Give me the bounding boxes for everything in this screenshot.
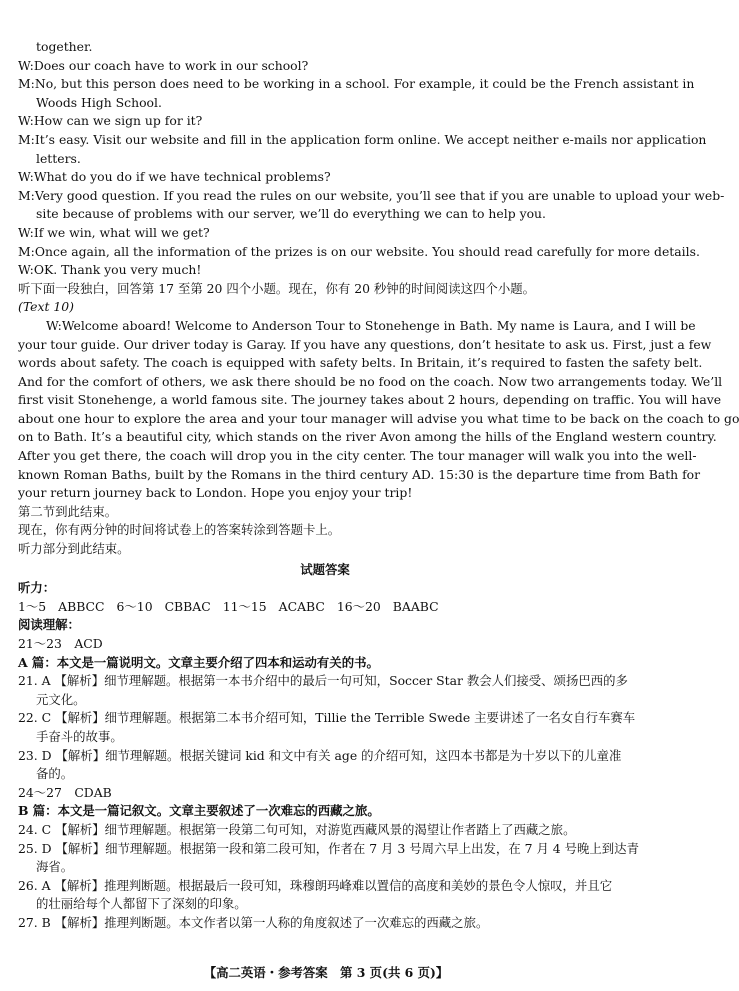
answer-21-cont: 元文化。 (36, 691, 86, 707)
text10-line: about one hour to explore the area and your tour manager will advise you what time to be back on the coach to go (18, 410, 739, 426)
answer-27: 27. B 【解析】推理判断题。本文作者以第一人称的角度叙述了一次难忘的西藏之旅。 (18, 914, 489, 930)
answer-26: 26. A 【解析】推理判断题。根据最后一段可知，珠穆朗玛峰难以置信的高度和美妙的景色令人惊叹，并且它 (18, 877, 613, 893)
answer-24: 24. C 【解析】细节理解题。根据第一段第二句可知，对游览西藏风景的渴望让作者踏上了西藏之旅。 (18, 821, 576, 837)
transcript-line: W:What do you do if we have technical problems? (18, 169, 331, 185)
closing-line: 现在，你有两分钟的时间将试卷上的答案转涂到答题卡上。 (18, 522, 341, 538)
reading-group: 24～27 CDAB (18, 784, 112, 800)
text10-line: first visit Stonehenge, a world famous site. The journey takes about 2 hours, depending on traffic. You will have (18, 392, 722, 408)
text10-line: known Roman Baths, built by the Romans in the third century AD. 15:30 is the departure time from Bath for (18, 466, 701, 482)
transcript-line: M:Very good question. If you read the rules on our website, you’ll see that if you are unable to upload your web- (18, 187, 725, 203)
passage-a-summary: A 篇：本文是一篇说明文。文章主要介绍了四本和运动有关的书。 (18, 654, 379, 670)
transcript-line: M:No, but this person does need to be working in a school. For example, it could be the French assistant in (18, 76, 695, 92)
answer-22-cont: 手奋斗的故事。 (36, 728, 123, 744)
text10-line: W:Welcome aboard! Welcome to Anderson Tour to Stonehenge in Bath. My name is Laura, and I will be (46, 317, 696, 333)
answer-25: 25. D 【解析】细节理解题。根据第一段和第二段可知，作者在 7 月 3 号周六早上出发，在 7 月 4 号晚上到达青 (18, 840, 639, 856)
transcript-line: W:Does our coach have to work in our school? (18, 57, 309, 73)
listening-answer: ABBCC (58, 598, 105, 614)
text10-line: words about safety. The coach is equipped with safety belts. In Britain, it’s required to fasten the safety belt. (18, 355, 703, 371)
closing-line: 第二节到此结束。 (18, 503, 118, 519)
answers-title: 试题答案 (300, 561, 350, 577)
text10-line: on to Bath. It’s a beautiful city, which stands on the river Avon among the hills of the England western country. (18, 429, 717, 445)
reading-label: 阅读理解： (18, 617, 80, 633)
transcript-line: site because of problems with our server, we’ll do everything we can to help you. (36, 206, 546, 222)
instruction-text10: 听下面一段独白，回答第 17 至第 20 四个小题。现在，你有 20 秒钟的时间阅读这四个小题。 (18, 280, 535, 296)
answer-22: 22. C 【解析】细节理解题。根据第二本书介绍可知，Tillie the Terrible Swede 主要讲述了一名女自行车赛车 (18, 710, 636, 726)
transcript-line: Woods High School. (36, 94, 162, 110)
reading-group: 21～23 ACD (18, 636, 103, 651)
passage-b-summary: B 篇：本文是一篇记叙文。文章主要叙述了一次难忘的西藏之旅。 (18, 803, 380, 819)
listening-range: 1～5 (18, 598, 47, 614)
listening-range: 16～20 (336, 598, 381, 614)
listening-answer: CBBAC (164, 598, 211, 614)
answer-26-cont: 的壮丽给每个人都留下了深刻的印象。 (36, 896, 247, 912)
transcript-line: letters. (36, 150, 81, 166)
transcript-line: W:If we win, what will we get? (18, 224, 210, 240)
answer-25-cont: 海省。 (36, 859, 74, 875)
text10-line: After you get there, the coach will drop you in the city center. The tour manager will walk you into the well- (18, 448, 697, 464)
page-footer: 【高二英语・参考答案 第 3 页(共 6 页)】 (203, 965, 449, 980)
transcript-line: W:How can we sign up for it? (18, 113, 203, 129)
listening-label: 听力： (18, 580, 56, 596)
listening-range: 6～10 (116, 598, 153, 614)
answer-23-cont: 备的。 (36, 766, 74, 782)
text10-label: (Text 10) (18, 299, 74, 315)
text10-line: your return journey back to London. Hope you enjoy your trip! (18, 485, 413, 501)
transcript-line: together. (36, 39, 93, 54)
transcript-line: M:Once again, all the information of the prizes is on our website. You should read carefully for more details. (18, 243, 700, 259)
answer-23: 23. D 【解析】细节理解题。根据关键词 kid 和文中有关 age 的介绍可知，这四本书都是为十岁以下的儿童准 (18, 747, 622, 763)
listening-answer: ACABC (278, 598, 325, 614)
text10-line: your tour guide. Our driver today is Garay. If you have any questions, don’t hesitate to ask us. First, just a few (18, 336, 712, 352)
transcript-line: M:It’s easy. Visit our website and fill in the application form online. We accept neither e-mails nor application (18, 131, 707, 147)
listening-answer: BAABC (392, 598, 439, 614)
listening-answers (18, 598, 632, 617)
answer-21: 21. A 【解析】细节理解题。根据第一本书介绍中的最后一句可知，Soccer Star 教会人们接受、颂扬巴西的多 (18, 673, 628, 689)
text10-line: And for the comfort of others, we ask there should be no food on the coach. Now two arrangements today. We’ll (18, 373, 723, 389)
listening-range: 11～15 (222, 598, 267, 614)
closing-line: 听力部分到此结束。 (18, 541, 130, 557)
transcript-line: W:OK. Thank you very much! (18, 262, 202, 278)
